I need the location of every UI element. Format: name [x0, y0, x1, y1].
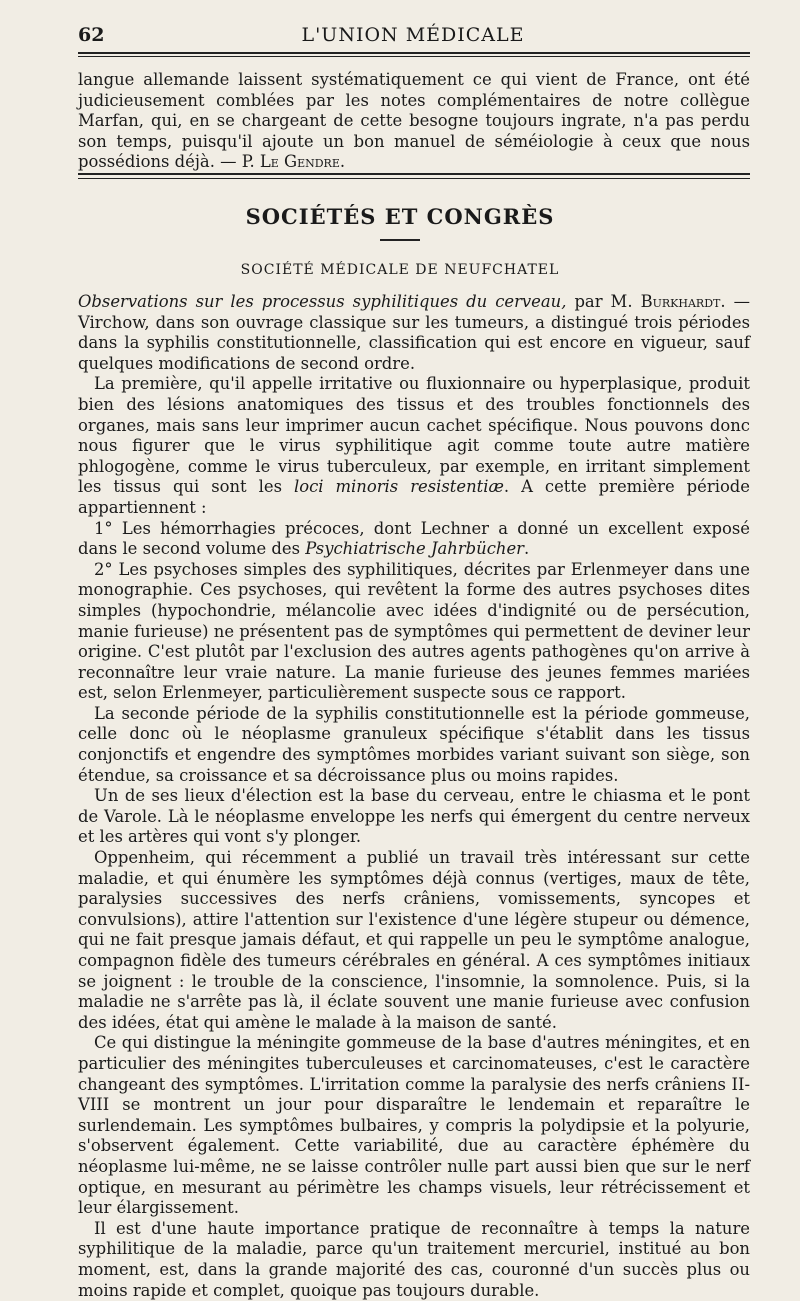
header-rule — [78, 52, 750, 54]
running-head — [78, 20, 748, 54]
paragraph-3-end: . — [524, 539, 530, 559]
section-separator — [78, 173, 750, 175]
paragraph-6: Un de ses lieux d'élection est la base du cerveau, entre le chiasma et le pont de Varole. Là le néoplasme enveloppe les nerfs qui émergent du centre nerveux et les artères qui vont s'y plonger. — [78, 786, 750, 847]
article-lead-paragraph — [78, 292, 750, 374]
intro-text: langue allemande laissent systématiquement ce qui vient de France, ont été judicieusement comblées par les notes complémentaires de notre collègue Marfan, qui, en se chargeant de cette besogne toujours ingrate, n'a pas perdu son temps, puisqu'il ajoute un bon manuel de séméiologie à ceux que nous possédions déjà. — — [78, 70, 750, 172]
section-separator-thin — [78, 178, 750, 179]
header-rule-thin — [78, 56, 750, 57]
article-heading: Observations sur les processus syphilitiques du cerveau, — [78, 292, 567, 311]
paragraph-4: 2° Les psychoses simples des syphilitiques, décrites par Erlenmeyer dans une monographie. Ces psychoses, qui revêtent la forme des autres psychoses dites simples (hypochondrie, mélancolie avec idées d'indignité ou de persécution, manie furieuse) ne présentent pas de symptômes qui permettent de deviner leur origine. C'est plutôt par l'exclusion des autres agents pathogènes qu'on arrive à reconnaître leur vraie nature. La manie furieuse des jeunes femmes mariées est, selon Erlenmeyer, particulièrement suspecte sous ce rapport. — [78, 559, 750, 703]
paragraph-8: Ce qui distingue la méningite gommeuse de la base d'autres méningites, et en particulier des méningites tuberculeuses et carcinomateuses, c'est le caractère changeant des symptômes. L'irritation comme la paralysie des nerfs crâniens II-VIII se montrent un jour pour disparaître le lendemain et reparaître le surlendemain. Les symptômes bulbaires, y compris la polydipsie et la polyurie, s'observent également. Cette variabilité, due au caractère éphémère du néoplasme lui-même, ne se laisse contrôler nulle part aussi bien que sur le nerf optique, en mesurant au périmètre les champs visuels, leur rétrécissement et leur élargissement. — [78, 1033, 750, 1218]
paragraph-2-italic: loci minoris resistentiæ — [293, 477, 504, 497]
intro-signature: P. Le Gendre. — [241, 152, 346, 172]
article-body — [78, 292, 750, 1301]
title-rule — [380, 239, 420, 241]
paragraph-2-start: La première, qu'il appelle irritative ou fluxionnaire ou hyperplasique, produit bien des lésions anatomiques des tissus et des troubles fonctionnels des organes, mais sans leur imprimer aucun cachet spécifique. Nous pouvons donc nous figurer que le virus syphilitique agit comme toute autre matière phlogogène, comme le virus tuberculeux, par exemple, en irritant simplement les tissus qui sont les — [78, 374, 750, 497]
article-lead-text: . — Virchow, dans son ouvrage classique sur les tumeurs, a distingué trois périodes dans la syphilis constitutionnelle, classification qui est encore en vigueur, sauf quelques modifications de second ordre. — [78, 292, 750, 373]
paragraph-2 — [78, 374, 750, 518]
paragraph-7: Oppenheim, qui récemment a publié un travail très intéressant sur cette maladie, et qui énumère les symptômes déjà connus (vertiges, maux de tête, paralysies successives des nerfs crâniens, vomissements, syncopes et convulsions), attire l'attention sur l'existence d'une légère stupeur ou démence, qui ne fait presque jamais défaut, et qui rappelle un peu le symptôme analogue, compagnon fidèle des tumeurs cérébrales en général. A ces symptômes initiaux se joignent : le trouble de la conscience, l'insomnie, la somnolence. Puis, si la maladie ne s'arrête pas là, il éclate souvent une manie furieuse avec confusion des idées, état qui amène le malade à la maison de santé. — [78, 848, 750, 1032]
intro-paragraph — [78, 70, 750, 173]
paragraph-3-start: 1° Les hémorrhagies précoces, dont Lechner a donné un excellent exposé dans le second volume des — [78, 518, 750, 559]
paragraph-5: La seconde période de la syphilis constitutionnelle est la période gommeuse, celle donc où le néoplasme granuleux spécifique s'établit dans les tissus conjonctifs et engendre des symptômes morbides variant suivant son siège, son étendue, sa croissance et sa décroissance plus ou moins rapides. — [78, 703, 750, 785]
paragraph-3-italic: Psychiatrische Jahrbücher — [305, 539, 525, 559]
article-by: par M. — [566, 292, 641, 311]
page-number: 62 — [78, 24, 105, 46]
paragraph-2-end: . A cette première période appartiennent : — [78, 477, 750, 517]
article-author: Burkhardt — [640, 292, 721, 311]
journal-title: L'UNION MÉDICALE — [301, 24, 525, 46]
section-title: SOCIÉTÉS ET CONGRÈS — [245, 204, 555, 229]
society-title: SOCIÉTÉ MÉDICALE DE NEUFCHATEL — [240, 262, 560, 278]
paragraph-9: Il est d'une haute importance pratique de reconnaître à temps la nature syphilitique de la maladie, parce qu'un traitement mercuriel, institué au bon moment, est, dans la grande majorité des cas, couronné d'un succès plus ou moins rapide et complet, quoique pas toujours durable. — [78, 1218, 750, 1300]
paragraph-3 — [78, 519, 750, 560]
